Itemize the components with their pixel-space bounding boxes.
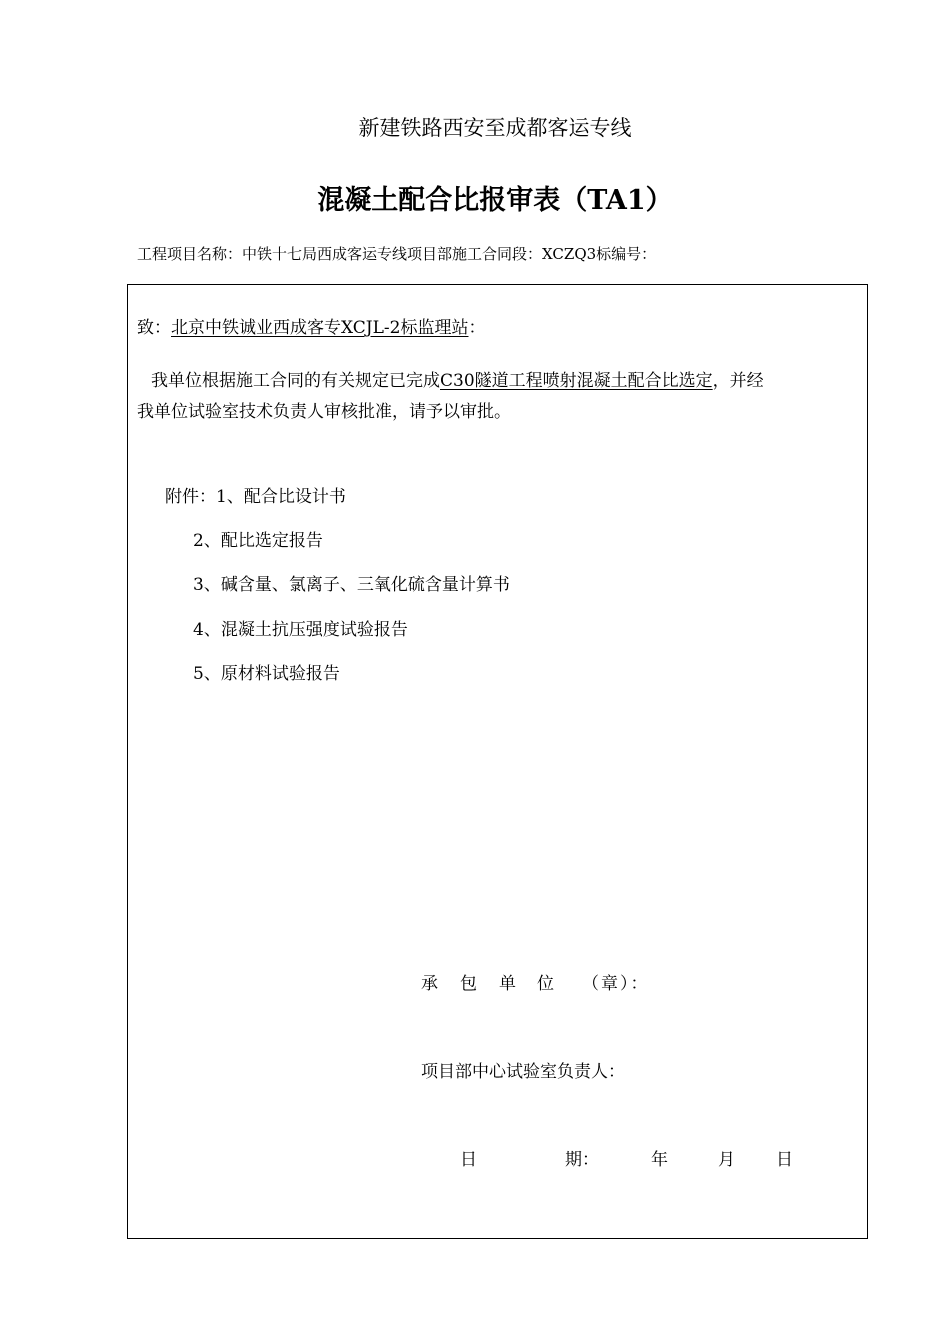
body-subject: C30隧道工程喷射混凝土配合比选定 [440,371,713,391]
lab-head-label: 项目部中心试验室负责人： [421,1062,625,1082]
body-prefix: 我单位根据施工合同的有关规定已完成 [151,371,440,391]
contractor-unit-char: 位 [537,974,554,994]
contractor-unit-char: 包 [460,974,477,994]
form-frame [127,284,868,1239]
date-month-label: 月 [718,1150,735,1170]
attachment-item: 2、配比选定报告 [193,531,323,551]
attachments-label: 附件： [165,487,216,507]
date-label-ri: 日 [460,1150,477,1170]
body-suffix: ，并经 [712,371,764,391]
addressee-prefix: 致： [137,318,171,338]
project-info-line: 工程项目名称：中铁十七局西成客运专线项目部施工合同段：XCZQ3标编号： [137,245,657,263]
attachments-first-line [165,482,346,507]
document-subtitle: 新建铁路西安至成都客运专线 [358,116,632,140]
addressee-line [137,313,485,338]
attachment-item: 4、混凝土抗压强度试验报告 [193,620,408,640]
body-paragraph-line-1 [151,366,764,391]
addressee-suffix: ： [468,318,486,338]
date-year-label: 年 [651,1150,668,1170]
body-paragraph-line-2: 我单位试验室技术负责人审核批准，请予以审批。 [137,402,511,422]
attachment-item: 3、碱含量、氯离子、三氧化硫含量计算书 [193,575,510,595]
date-day-label: 日 [776,1150,793,1170]
contractor-unit-char: 承 [421,974,438,994]
contractor-seal-label: （章）： [582,974,650,994]
contractor-unit-char: 单 [499,974,516,994]
date-label-qi: 期： [565,1150,599,1170]
attachment-item: 5、原材料试验报告 [193,664,340,684]
addressee-name: 北京中铁诚业西成客专XCJL-2标监理站 [171,318,469,338]
document-title: 混凝土配合比报审表（TA1） [317,185,673,216]
attachment-item: 1、配合比设计书 [216,487,346,507]
